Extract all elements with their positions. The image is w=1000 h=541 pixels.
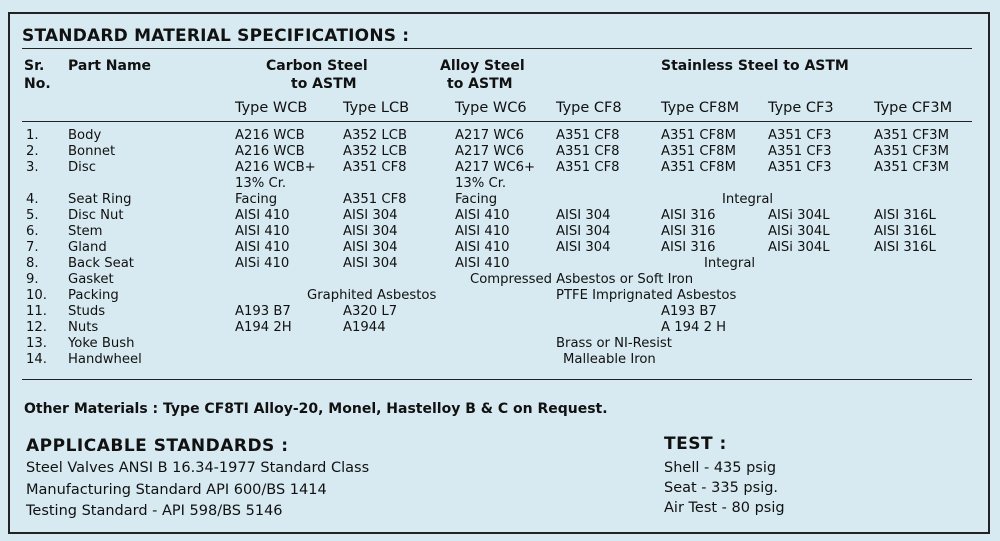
standard-line: Steel Valves ANSI B 16.34-1977 Standard Class <box>26 460 370 476</box>
header-no: No. <box>24 76 51 92</box>
cell: A351 CF3 <box>768 160 832 175</box>
cell: A217 WC6+ <box>455 160 536 175</box>
cell: AISI 304 <box>343 224 398 239</box>
cell: AISI 304 <box>556 224 611 239</box>
row-no: 5. <box>26 208 39 223</box>
type-wcb: Type WCB <box>235 100 308 116</box>
cell: AISI 410 <box>235 224 290 239</box>
type-cf8m: Type CF8M <box>661 100 740 116</box>
cell: 13% Cr. <box>235 176 287 191</box>
test-line: Air Test - 80 psig <box>664 500 785 516</box>
header-alloy-astm: to ASTM <box>447 76 513 92</box>
cell: A193 B7 <box>235 304 291 319</box>
cell: 13% Cr. <box>455 176 507 191</box>
cell: A351 CF8M <box>661 160 736 175</box>
type-cf3m: Type CF3M <box>874 100 953 116</box>
cell: AISI 304 <box>343 256 398 271</box>
span-cell: Compressed Asbestos or Soft Iron <box>470 272 694 287</box>
part-name: Studs <box>68 304 106 319</box>
span-cell: A 194 2 H <box>661 320 727 335</box>
cell: A216 WCB <box>235 128 305 143</box>
cell: A351 CF3M <box>874 128 949 143</box>
part-name: Back Seat <box>68 256 134 271</box>
cell: A352 LCB <box>343 128 407 143</box>
cell: A351 CF8M <box>661 144 736 159</box>
span-cell: PTFE Imprignated Asbestos <box>556 288 737 303</box>
header-alloy-steel: Alloy Steel <box>440 58 525 74</box>
cell: A351 CF8 <box>556 160 620 175</box>
cell: AISi 304L <box>768 208 830 223</box>
row-no: 14. <box>26 352 47 367</box>
cell: A351 CF8 <box>556 144 620 159</box>
part-name: Gland <box>68 240 107 255</box>
cell: AISI 316 <box>661 208 716 223</box>
row-no: 8. <box>26 256 39 271</box>
row-no: 4. <box>26 192 39 207</box>
cell: AISi 410 <box>235 256 290 271</box>
cell: AISI 316 <box>661 224 716 239</box>
cell: Facing <box>235 192 278 207</box>
part-name: Handwheel <box>68 352 142 367</box>
cell: A351 CF3M <box>874 144 949 159</box>
row-no: 12. <box>26 320 47 335</box>
page-title: STANDARD MATERIAL SPECIFICATIONS : <box>22 26 410 46</box>
cell: A216 WCB+ <box>235 160 316 175</box>
cell: AISI 410 <box>455 208 510 223</box>
row-no: 3. <box>26 160 39 175</box>
cell: A351 CF3M <box>874 160 949 175</box>
row-no: 7. <box>26 240 39 255</box>
cell: A1944 <box>343 320 386 335</box>
cell: AISI 410 <box>235 240 290 255</box>
part-name: Body <box>68 128 102 143</box>
part-name: Packing <box>68 288 119 303</box>
part-name: Disc Nut <box>68 208 124 223</box>
span-cell: Graphited Asbestos <box>307 288 437 303</box>
cell: AISI 304 <box>556 240 611 255</box>
span-cell: Integral <box>704 256 756 271</box>
row-no: 1. <box>26 128 39 143</box>
part-name: Gasket <box>68 272 114 287</box>
cell: A351 CF3 <box>768 144 832 159</box>
cell: AISI 410 <box>455 240 510 255</box>
title-divider <box>22 48 972 49</box>
cell: A351 CF3 <box>768 128 832 143</box>
span-cell: Brass or NI-Resist <box>556 336 672 351</box>
cell: A217 WC6 <box>455 144 525 159</box>
header-carbon-steel: Carbon Steel <box>266 58 368 74</box>
table-bottom-divider <box>22 379 972 380</box>
type-lcb: Type LCB <box>343 100 410 116</box>
other-materials-note: Other Materials : Type CF8TI Alloy-20, Monel, Hastelloy B & C on Request. <box>24 401 608 417</box>
test-heading: TEST : <box>664 434 727 454</box>
header-part-name: Part Name <box>68 58 152 74</box>
cell: AISI 316L <box>874 240 936 255</box>
header-stainless-steel: Stainless Steel to ASTM <box>661 58 849 74</box>
type-cf8: Type CF8 <box>556 100 622 116</box>
cell: AISI 410 <box>455 224 510 239</box>
standard-line: Manufacturing Standard API 600/BS 1414 <box>26 482 327 498</box>
cell: A194 2H <box>235 320 292 335</box>
cell: A352 LCB <box>343 144 407 159</box>
cell: A351 CF8 <box>343 192 407 207</box>
cell: A217 WC6 <box>455 128 525 143</box>
cell: A351 CF8M <box>661 128 736 143</box>
row-no: 13. <box>26 336 47 351</box>
cell: AISI 316L <box>874 224 936 239</box>
row-no: 6. <box>26 224 39 239</box>
row-no: 11. <box>26 304 47 319</box>
span-cell: A193 B7 <box>661 304 717 319</box>
cell: A320 L7 <box>343 304 398 319</box>
header-carbon-astm: to ASTM <box>291 76 357 92</box>
cell: AISI 304 <box>343 240 398 255</box>
cell: AISI 304 <box>343 208 398 223</box>
type-cf3: Type CF3 <box>768 100 834 116</box>
row-no: 10. <box>26 288 47 303</box>
test-line: Seat - 335 psig. <box>664 480 779 496</box>
cell: Facing <box>455 192 498 207</box>
cell: A216 WCB <box>235 144 305 159</box>
header-divider <box>22 121 972 122</box>
header-sr: Sr. <box>24 58 45 74</box>
cell: A351 CF8 <box>343 160 407 175</box>
part-name: Bonnet <box>68 144 116 159</box>
applicable-standards-heading: APPLICABLE STANDARDS : <box>26 436 289 456</box>
test-line: Shell - 435 psig <box>664 460 777 476</box>
part-name: Seat Ring <box>68 192 132 207</box>
part-name: Disc <box>68 160 96 175</box>
part-name: Stem <box>68 224 103 239</box>
type-wc6: Type WC6 <box>455 100 527 116</box>
row-no: 2. <box>26 144 39 159</box>
span-cell: Integral <box>722 192 774 207</box>
cell: AISI 410 <box>455 256 510 271</box>
cell: A351 CF8 <box>556 128 620 143</box>
cell: AISi 304L <box>768 240 830 255</box>
span-cell: Malleable Iron <box>563 352 656 367</box>
cell: AISi 304L <box>768 224 830 239</box>
cell: AISI 304 <box>556 208 611 223</box>
cell: AISI 410 <box>235 208 290 223</box>
standard-line: Testing Standard - API 598/BS 5146 <box>26 503 283 519</box>
part-name: Yoke Bush <box>68 336 135 351</box>
cell: AISI 316 <box>661 240 716 255</box>
part-name: Nuts <box>68 320 99 335</box>
row-no: 9. <box>26 272 39 287</box>
cell: AISI 316L <box>874 208 936 223</box>
